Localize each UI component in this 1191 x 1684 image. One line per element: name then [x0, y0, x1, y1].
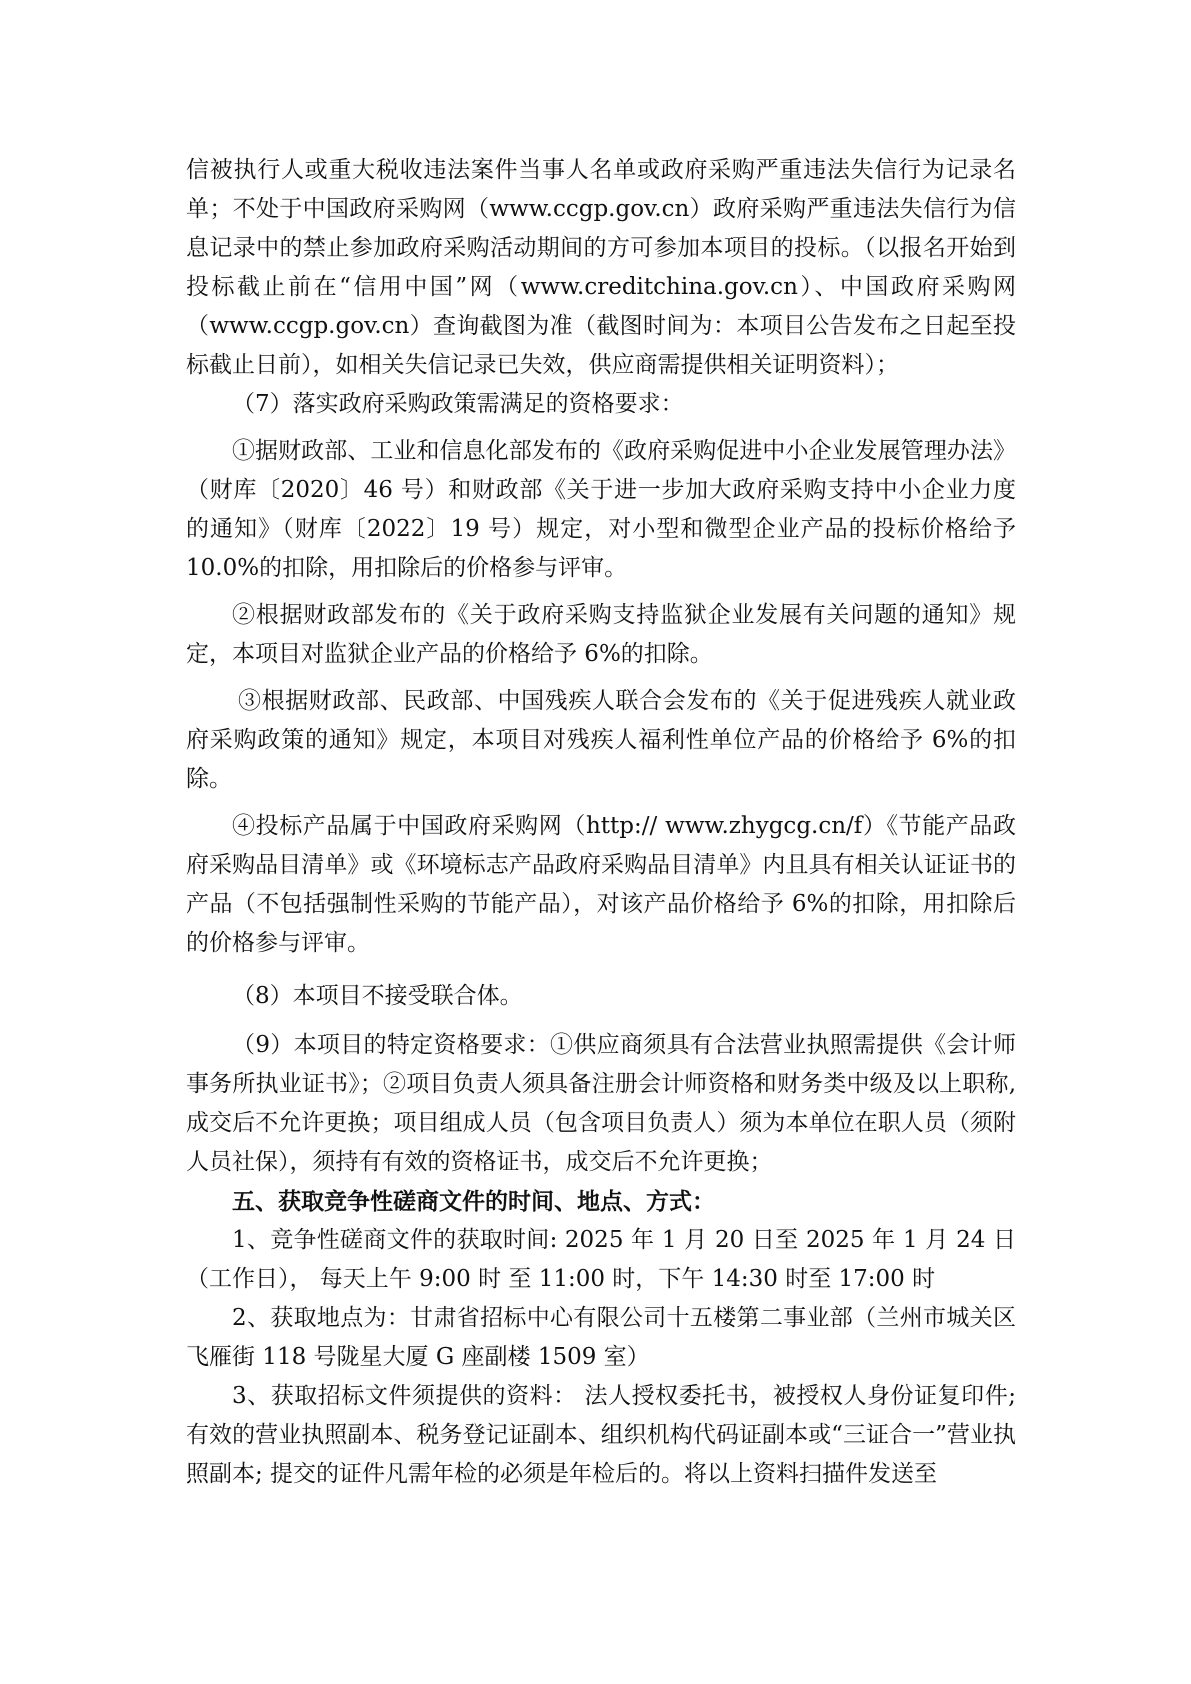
paragraph-credit-check: 信被执行人或重大税收违法案件当事人名单或政府采购严重违法失信行为记录名单；不处于中国政府采购网（www.ccgp.gov.cn）政府采购严重违法失信行为信息记录中的禁止参加政府采购活动期间的方可参加本项目的投标。（以报名开始到投标截止前在“信用中国”网（www.creditchina.gov.cn）、中国政府采购网（www.ccgp.gov.cn）查询截图为准（截图时间为：本项目公告发布之日起至投标截止日前），如相关失信记录已失效，供应商需提供相关证明资料）；: [186, 157, 1016, 378]
paragraph-obtain-location: 2、获取地点为：甘肃省招标中心有限公司十五楼第二事业部（兰州市城关区飞雁街 118 号陇星大厦 G 座副楼 1509 室）: [186, 1305, 1016, 1370]
paragraph-obtain-time: 1、竞争性磋商文件的获取时间: 2025 年 1 月 20 日至 2025 年 1 月 24 日（工作日）， 每天上午 9:00 时 至 11:00 时，下午 14:30 时至 17:00 时: [186, 1227, 1016, 1292]
paragraph-specific-qualifications: （9）本项目的特定资格要求：①供应商须具有合法营业执照需提供《会计师事务所执业证书》；②项目负责人须具备注册会计师资格和财务类中级及以上职称, 成交后不允许更换；项目组成人员（包含项目负责人）须为本单位在职人员（须附人员社保），须持有有效的资格证书，成交后不允许更换；: [186, 1032, 1016, 1175]
paragraph-disability-welfare: ③根据财政部、民政部、中国残疾人联合会发布的《关于促进残疾人就业政府采购政策的通知》规定，本项目对残疾人福利性单位产品的价格给予 6%的扣除。: [186, 688, 1016, 792]
document-body: [186, 151, 1016, 1494]
section-heading-obtain-documents: 五、获取竞争性磋商文件的时间、地点、方式：: [232, 1188, 715, 1215]
paragraph-prison-enterprise: ②根据财政部发布的《关于政府采购支持监狱企业发展有关问题的通知》规定，本项目对监狱企业产品的价格给予 6%的扣除。: [186, 602, 1016, 667]
paragraph-policy-requirements: （7）落实政府采购政策需满足的资格要求：: [232, 391, 684, 417]
paragraph-sme-discount: ①据财政部、工业和信息化部发布的《政府采购促进中小企业发展管理办法》（财库〔2020〕46 号）和财政部《关于进一步加大政府采购支持中小企业力度的通知》（财库〔2022〕19 号）规定，对小型和微型企业产品的投标价格给予 10.0%的扣除，用扣除后的价格参与评审。: [186, 438, 1016, 581]
paragraph-energy-saving: ④投标产品属于中国政府采购网（http:// www.zhygcg.cn/f）《节能产品政府采购品目清单》或《环境标志产品政府采购品目清单》内且具有相关认证证书的产品（不包括强制性采购的节能产品），对该产品价格给予 6%的扣除，用扣除后的价格参与评审。: [186, 813, 1016, 956]
paragraph-no-consortium: （8）本项目不接受联合体。: [232, 983, 523, 1009]
paragraph-required-materials: 3、获取招标文件须提供的资料： 法人授权委托书，被授权人身份证复印件; 有效的营业执照副本、税务登记证副本、组织机构代码证副本或“三证合一”营业执照副本; 提交的证件凡需年检的必须是年检后的。将以上资料扫描件发送至: [186, 1383, 1016, 1487]
